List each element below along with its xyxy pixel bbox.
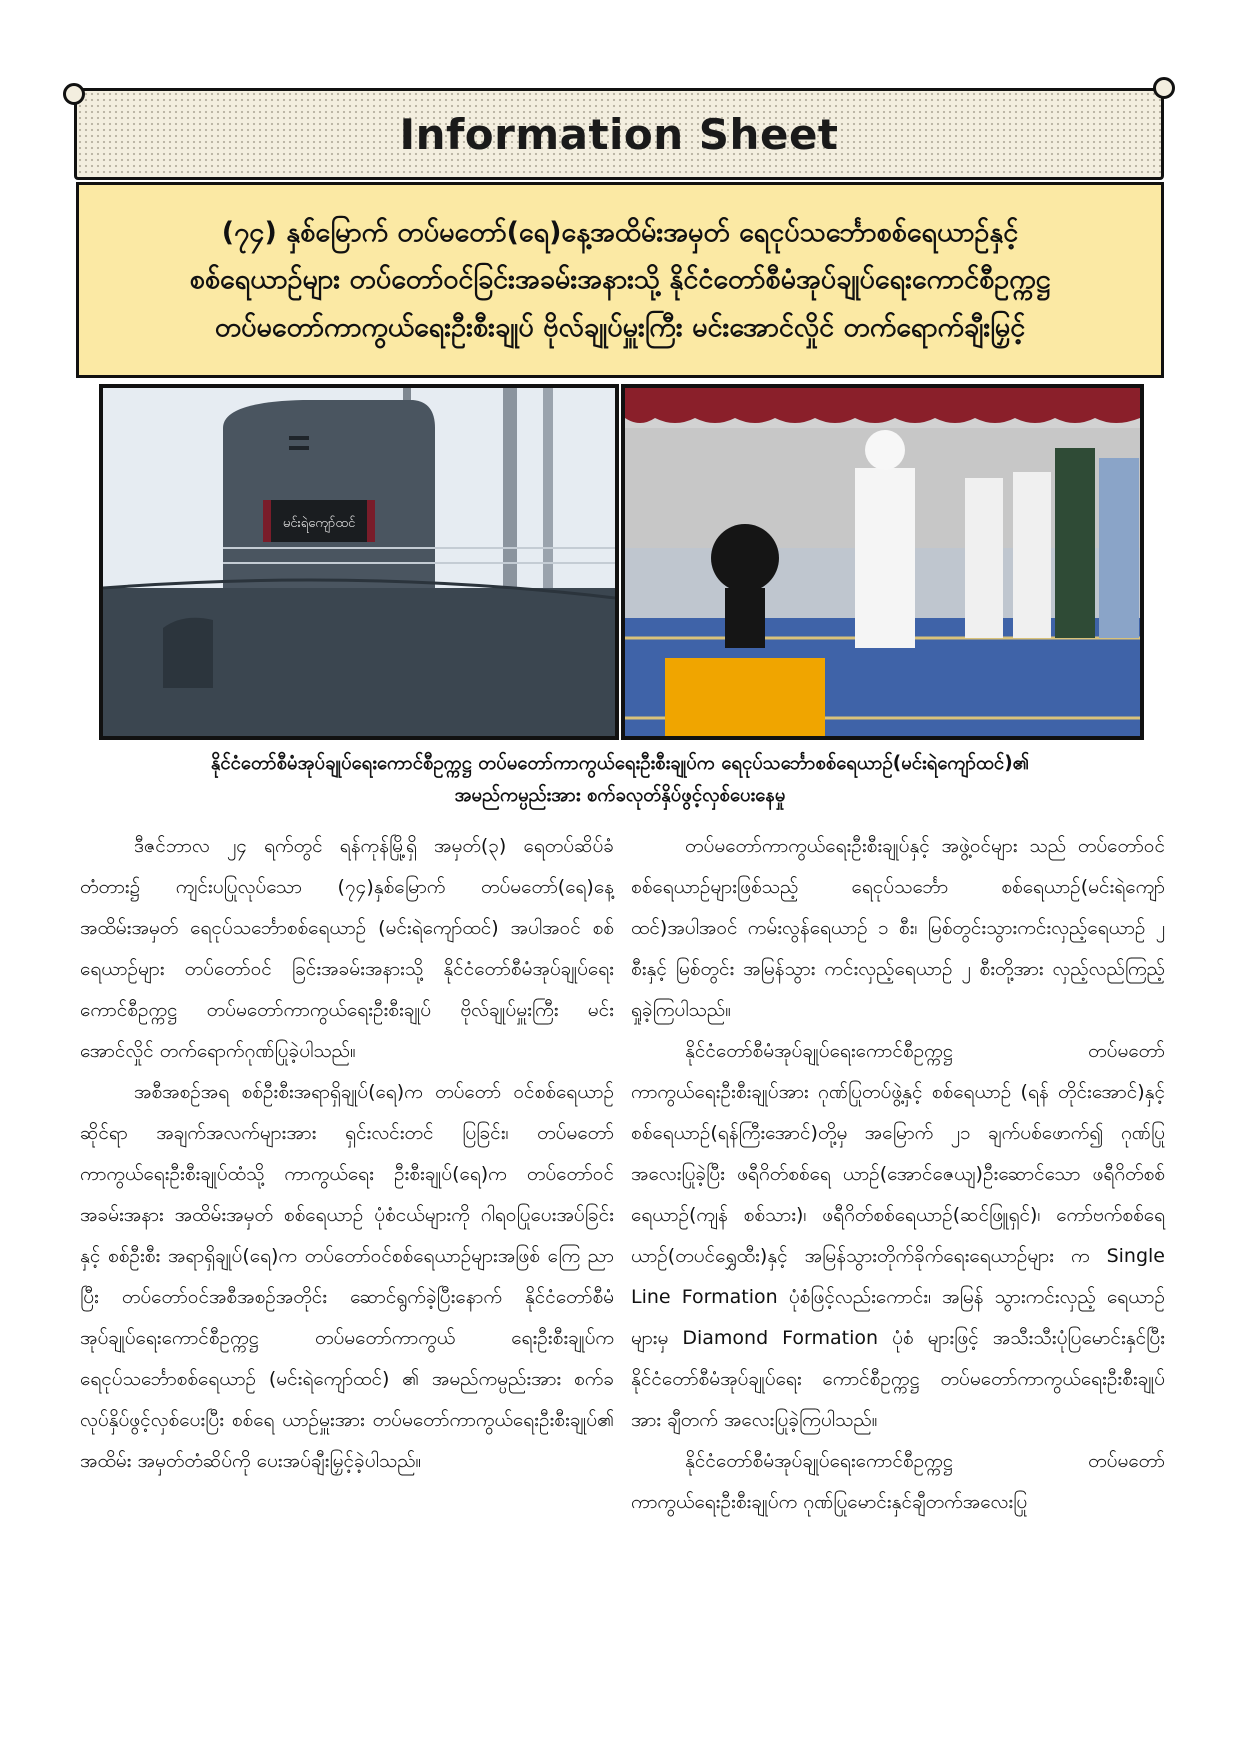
headline-line-1: (၇၄) နှစ်မြောက် တပ်မတော်(ရေ)နေ့အထိမ်းအမှတ် ရေငုပ်သင်္ဘောစစ်ရေယာဉ်နှင့် <box>221 217 1019 249</box>
plaque-text: မင်းရဲကျော်ထင် <box>282 516 356 531</box>
page-title: Information Sheet <box>399 109 839 159</box>
photo-caption <box>60 748 1180 813</box>
submarine-photo <box>99 384 619 740</box>
paragraph: ဒီဇင်ဘာလ ၂၄ ရက်တွင် ရန်ကုန်မြို့ရှိ အမှတ်(၃) ရေတပ်ဆိပ်ခံတံတား၌ ကျင်းပပြုလုပ်သော (၇၄)နှစ်မြောက် တပ်မတော်(ရေ)နေ့အထိမ်းအမှတ် ရေငုပ်သင်္ဘောစစ်ရေယာဉ် (မင်းရဲကျော်ထင်) အပါအဝင် စစ်ရေယာဉ်များ တပ်တော်ဝင် ခြင်းအခမ်းအနားသို့ နိုင်ငံတော်စီမံအုပ်ချုပ်ရေးကောင်စီဥက္ကဋ္ဌ တပ်မတော်ကာကွယ်ရေးဦးစီးချုပ် ဗိုလ်ချုပ်မှူးကြီး မင်းအောင်လှိုင် တက်ရောက်ဂုဏ်ပြုခဲ့ပါသည်။ <box>80 835 614 1062</box>
headline-box <box>76 182 1164 378</box>
scroll-curl-right <box>1153 77 1175 99</box>
paragraph: အစီအစဉ်အရ စစ်ဦးစီးအရာရှိချုပ်(ရေ)က တပ်တော် ဝင်စစ်ရေယာဉ်ဆိုင်ရာ အချက်အလက်များအား ရှင်းလင်းတင် ပြခြင်း၊ တပ်မတော်ကာကွယ်ရေးဦးစီးချုပ်ထံသို့ ကာကွယ်ရေး ဦးစီးချုပ်(ရေ)က တပ်တော်ဝင်အခမ်းအနား အထိမ်းအမှတ် စစ်ရေယာဉ် ပုံစံငယ်များကို ဂါရဝပြုပေးအပ်ခြင်းနှင့် စစ်ဦးစီး အရာရှိချုပ်(ရေ)က တပ်တော်ဝင်စစ်ရေယာဉ်များအဖြစ် ကြေ ညာပြီး တပ်တော်ဝင်အစီအစဉ်အတိုင်း ဆောင်ရွက်ခဲ့ပြီးနောက် နိုင်ငံတော်စီမံအုပ်ချုပ်ရေးကောင်စီဥက္ကဋ္ဌ တပ်မတော်ကာကွယ် ရေးဦးစီးချုပ်က ရေငုပ်သင်္ဘောစစ်ရေယာဉ် (မင်းရဲကျော်ထင်) ၏ အမည်ကမ္ပည်းအား စက်ခလုပ်နှိပ်ဖွင့်လှစ်ပေးပြီး စစ်ရေ ယာဉ်မှူးအား တပ်မတော်ကာကွယ်ရေးဦးစီးချုပ်၏ အထိမ်း အမှတ်တံဆိပ်ကို ပေးအပ်ချီးမြှင့်ခဲ့ပါသည်။ <box>80 1081 614 1472</box>
caption-line-2: အမည်ကမ္ပည်းအား စက်ခလုတ်နှိပ်ဖွင့်လှစ်ပေးနေမှု <box>454 785 786 807</box>
paragraph: တပ်မတော်ကာကွယ်ရေးဦးစီးချုပ်နှင့် အဖွဲ့ဝင်များ သည် တပ်တော်ဝင်စစ်ရေယာဉ်များဖြစ်သည့် ရေငုပ်သင်္ဘော စစ်ရေယာဉ်(မင်းရဲကျော်ထင်)အပါအဝင် ကမ်းလွန်ရေယာဉ် ၁ စီး၊ မြစ်တွင်းသွားကင်းလှည့်ရေယာဉ် ၂ စီးနှင့် မြစ်တွင်း အမြန်သွား ကင်းလှည့်ရေယာဉ် ၂ စီးတို့အား လှည့်လည်ကြည့် ရှုခဲ့ကြပါသည်။ <box>631 835 1165 1021</box>
paragraph: နိုင်ငံတော်စီမံအုပ်ချုပ်ရေးကောင်စီဥက္ကဋ္ဌ တပ်မတော် ကာကွယ်ရေးဦးစီးချုပ်အား ဂုဏ်ပြုတပ်ဖွဲ့နှင့် စစ်ရေယာဉ် (ရန် တိုင်းအောင်)နှင့် စစ်ရေယာဉ်(ရန်ကြီးအောင်)တို့မှ အမြောက် ၂၁ ချက်ပစ်ဖောက်၍ ဂုဏ်ပြုအလေးပြုခဲ့ပြီး ဖရီဂိတ်စစ်ရေ ယာဉ်(အောင်ဇေယျ)ဦးဆောင်သော ဖရီဂိတ်စစ်ရေယာဉ်(ကျန် စစ်သား)၊ ဖရီဂိတ်စစ်ရေယာဉ်(ဆင်ဖြူရှင်)၊ ကော်ဗက်စစ်ရေ ယာဉ်(တပင်ရွှေထီး)နှင့် အမြန်သွားတိုက်ခိုက်ရေးရေယာဉ်များ က Single Line Formation ပုံစံဖြင့်လည်းကောင်း၊ အမြန် သွားကင်းလှည့် ရေယာဉ်များမှ Diamond Formation ပုံစံ များဖြင့် အသီးသီးပုံပြမောင်းနှင်ပြီး နိုင်ငံတော်စီမံအုပ်ချုပ်ရေး ကောင်စီဥက္ကဋ္ဌ တပ်မတော်ကာကွယ်ရေးဦးစီးချုပ်အား ချီတက် အလေးပြုခဲ့ကြပါသည်။ <box>631 1040 1165 1431</box>
caption-line-1: နိုင်ငံတော်စီမံအုပ်ချုပ်ရေးကောင်စီဥက္ကဋ္ဌ တပ်မတော်ကာကွယ်ရေးဦးစီးချုပ်က ရေငုပ်သင်္ဘောစစ်ရေယာဉ်(မင်းရဲကျော်ထင်)၏ <box>210 753 1030 774</box>
headline-line-2: စစ်ရေယာဉ်များ တပ်တော်ဝင်ခြင်းအခမ်းအနားသို့ နိုင်ငံတော်စီမံအုပ်ချုပ်ရေးကောင်စီဥက္ကဋ္ဌ <box>189 264 1051 296</box>
ceremony-illustration <box>625 388 1140 736</box>
headline-line-3: တပ်မတော်ကာကွယ်ရေးဦးစီးချုပ် ဗိုလ်ချုပ်မှူးကြီး မင်းအောင်လှိုင် တက်ရောက်ချီးမြှင့် <box>214 311 1026 343</box>
article-column-right <box>631 826 1165 1523</box>
title-banner <box>74 88 1164 180</box>
submarine-illustration <box>103 388 615 736</box>
article-column-left <box>80 826 614 1482</box>
ceremony-photo <box>621 384 1144 740</box>
paragraph: နိုင်ငံတော်စီမံအုပ်ချုပ်ရေးကောင်စီဥက္ကဋ္ဌ တပ်မတော် ကာကွယ်ရေးဦးစီးချုပ်က ဂုဏ်ပြုမောင်းနှင်ချီတက်အလေးပြု <box>631 1450 1165 1513</box>
scroll-curl-left <box>63 83 85 105</box>
